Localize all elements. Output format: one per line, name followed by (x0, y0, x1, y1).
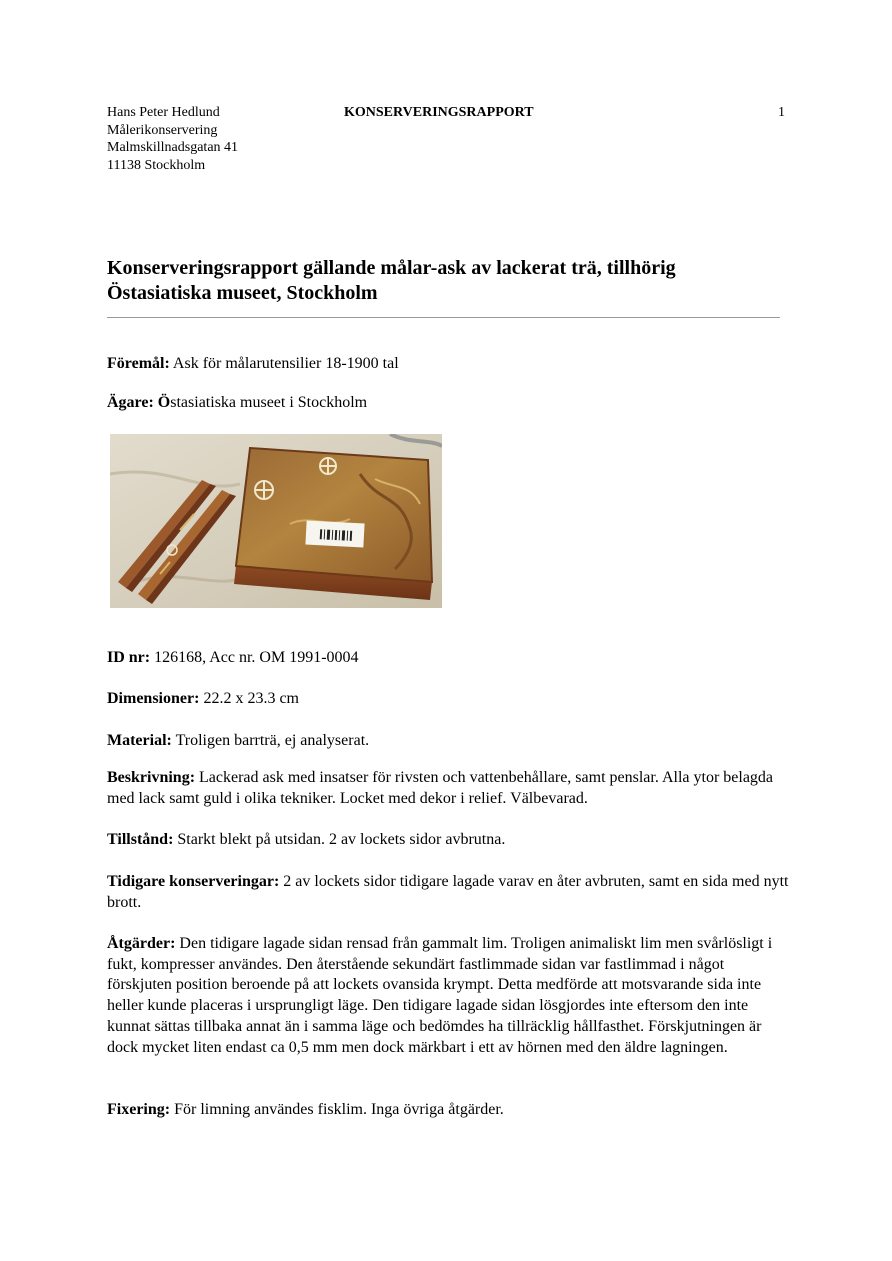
field-label: ID nr: (107, 649, 151, 666)
field-label: Tillstånd: (107, 831, 174, 848)
field-tillstand (107, 830, 792, 851)
field-label: Åtgärder: (107, 935, 176, 952)
field-value: Den tidigare lagade sidan rensad från gammalt lim. Troligen animaliskt lim men svårlösligt i fukt, kompresser användes. Den återstående sekundärt fastlimmade sidan var fastlimmad i något förskjuten position beroende på att lockets ovansida krympt. Detta medförde att motsvarande sida inte heller kunde placeras i ursprungligt läge. Den tidigare lagade sidan lösgjordes inte eftersom den inte kunnat sättas tillbaka annat än i samma läge och bedömdes ha tillräcklig hållfasthet. Förskjutningen är dock mycket liten endast ca 0,5 mm men dock märkbart i ett av hörnen med den äldre lagningen. (107, 935, 773, 1056)
address-line: Målerikonservering (107, 122, 218, 138)
address-line: Hans Peter Hedlund (107, 105, 220, 120)
field-material (107, 731, 792, 752)
header-title: KONSERVERINGSRAPPORT (344, 105, 534, 120)
field-label: Föremål: (107, 355, 170, 372)
sender-address (107, 104, 238, 174)
page-number: 1 (778, 105, 785, 120)
field-beskrivning (107, 768, 792, 809)
field-label: Fixering: (107, 1101, 171, 1118)
field-value: 22.2 x 23.3 cm (199, 690, 299, 707)
field-value: 2 av lockets sidor tidigare lagade varav en åter avbruten, samt en sida med nytt brott. (107, 873, 789, 911)
field-value: Lackerad ask med insatser för rivsten och vattenbehållare, samt penslar. Alla ytor belagda med lack samt guld i olika tekniker. Locket med dekor i relief. Välbevarad. (107, 769, 774, 807)
title-divider (107, 317, 780, 318)
field-foremal (107, 354, 792, 375)
field-agare (107, 393, 792, 414)
document-title (107, 256, 787, 306)
field-label: Material: (107, 732, 172, 749)
field-label: Beskrivning: (107, 769, 196, 786)
object-photo (110, 434, 442, 608)
field-value: 126168, Acc nr. OM 1991-0004 (150, 649, 359, 666)
lacquer-box-photo (110, 434, 442, 608)
field-label: Tidigare konserveringar: (107, 873, 280, 890)
field-value: För limning användes fisklim. Inga övriga åtgärder. (170, 1101, 504, 1118)
field-fixering (107, 1100, 792, 1121)
address-line: 11138 Stockholm (107, 157, 206, 173)
field-value: Starkt blekt på utsidan. 2 av lockets sidor avbrutna. (173, 831, 506, 848)
field-label: Dimensioner: (107, 690, 200, 707)
document-title-line: Östasiatiska museet, Stockholm (107, 282, 378, 304)
field-dimensioner (107, 689, 792, 710)
field-value: stasiatiska museet i Stockholm (170, 394, 368, 411)
field-tidigare-konserveringar (107, 872, 792, 913)
document-title-line: Konserveringsrapport gällande målar-ask av lackerat trä, tillhörig (107, 257, 676, 279)
field-atgarder (107, 934, 792, 1058)
field-value: Troligen barrträ, ej analyserat. (171, 732, 370, 749)
address-line: Malmskillnadsgatan 41 (107, 140, 239, 155)
field-value: Ask för målarutensilier 18-1900 tal (169, 355, 399, 372)
field-id (107, 648, 792, 669)
field-label: Ägare: Ö (107, 394, 171, 411)
